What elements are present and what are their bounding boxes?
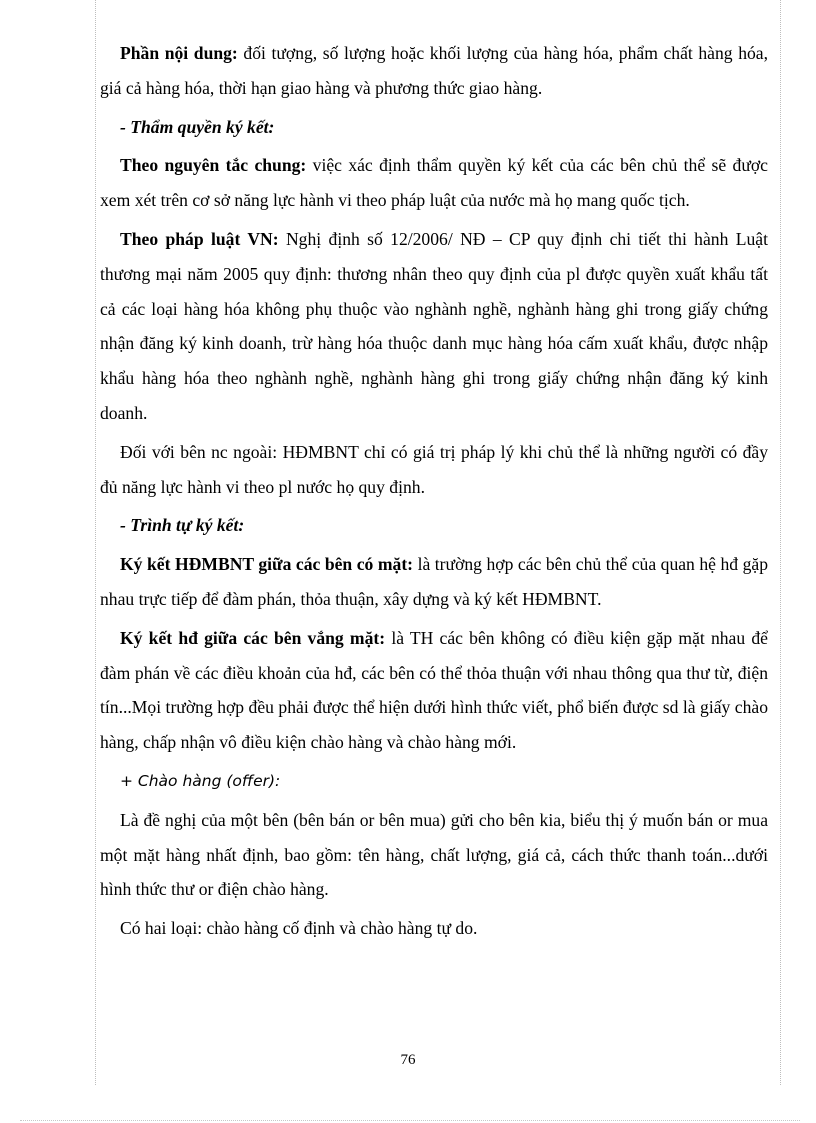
paragraph-offer-types: Có hai loại: chào hàng cố định và chào hàng tự do. [120,918,478,939]
paragraph-offer-definition: Là đề nghị của một bên (bên bán or bên mua) gửi cho bên kia, biểu thị ý muốn bán or mua một mặt hàng nhất định, bao gồm: tên hàng, chất lượng, giá cả, cách thức thanh toán...dưới hình thức thư or điện chào hàng. [100,809,768,900]
lead-content-section: Phần nội dung: [120,43,238,63]
lead-present-parties: Ký kết HĐMBNT giữa các bên có mặt: [120,554,414,575]
paragraph-content-section [100,36,768,106]
paragraph-present-parties [100,547,768,617]
page-border-right [780,0,781,1085]
lead-vn-law: Theo pháp luật VN: [120,228,279,249]
page-border-bottom [20,1120,800,1121]
body-text: là trường hợp các bên chủ thể của quan hệ hđ gặp nhau trực tiếp để đàm phán, thỏa thuận, xây dựng và ký kết HĐMBNT. [100,554,769,609]
paragraph-general-principle [100,148,768,218]
paragraph-foreign-party: Đối với bên nc ngoài: HĐMBNT chỉ có giá trị pháp lý khi chủ thể là những người có đầy đủ năng lực hành vi theo pl nước họ quy định. [100,441,768,497]
paragraph-absent-parties [100,621,768,760]
document-body [100,36,768,946]
body-text: Nghị định số 12/2006/ NĐ – CP quy định chi tiết thi hành Luật thương mại năm 2005 quy định: thương nhân theo quy định của pl được quyền xuất khẩu tất cả các loại hàng hóa không phụ thuộc vào nghành nghề, nghành hàng ghi trong giấy chứng nhận đăng ký kinh doanh, trừ hàng hóa thuộc danh mục hàng hóa cấm xuất khẩu, được nhập khẩu hàng hóa theo nghành nghề, nghành hàng ghi trong giấy chứng nhận đăng ký kinh doanh. [100,228,768,423]
lead-absent-parties: Ký kết hđ giữa các bên vắng mặt: [120,627,386,648]
page-number: 76 [400,1052,416,1068]
heading-signing-authority: - Thẩm quyền ký kết: [120,116,275,137]
paragraph-vn-law [100,222,768,431]
page-border-left [95,0,96,1085]
heading-signing-procedure: - Trình tự ký kết: [120,515,245,536]
body-text: việc xác định thẩm quyền ký kết của các bên chủ thể sẽ được xem xét trên cơ sở năng lực hành vi theo pháp luật của nước mà họ mang quốc tịch. [100,155,768,211]
body-text: đối tượng, số lượng hoặc khối lượng của hàng hóa, phẩm chất hàng hóa, giá cả hàng hóa, thời hạn giao hàng và phương thức giao hàng. [100,43,768,98]
subheading-offer: + Chào hàng (offer): [120,771,281,790]
body-text: là TH các bên không có điều kiện gặp mặt nhau để đàm phán về các điều khoản của hđ, các bên có thể thỏa thuận với nhau thông qua thư từ, điện tín...Mọi trường hợp đều phải được thể hiện dưới hình thức viết, phổ biến được sd là giấy chào hàng, chấp nhận vô điều kiện chào hàng và chào hàng mới. [100,627,768,753]
lead-general-principle: Theo nguyên tắc chung: [120,155,307,176]
